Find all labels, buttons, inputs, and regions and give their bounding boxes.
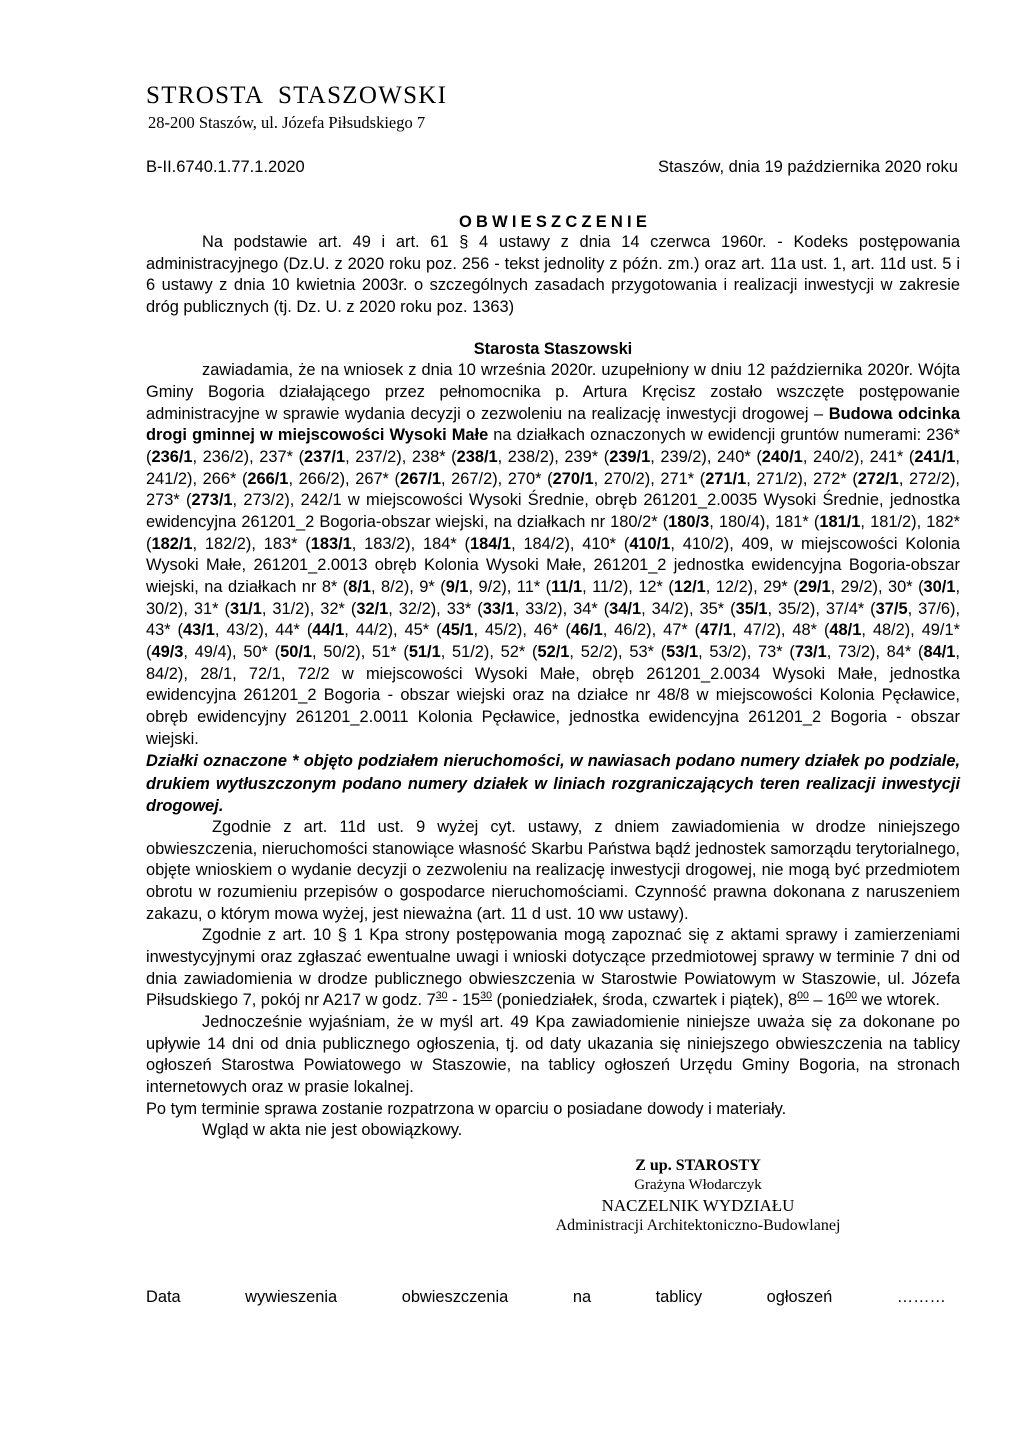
parcel-number-bold: 47/1 — [700, 621, 733, 640]
hour-tuesday-from: 8 — [788, 991, 798, 1010]
parcel-number-bold: 43/1 — [183, 621, 215, 640]
hour-tuesday-from-minutes: 00 — [797, 989, 809, 1002]
parcel-number-bold: 53/1 — [666, 642, 699, 661]
paragraph-after-deadline: Po tym terminie sprawa zostanie rozpatrzona w oparciu o posiadane dowody i materiały. — [146, 1099, 787, 1118]
hour-from-minutes: 30 — [435, 989, 448, 1002]
hour-tuesday-dash: – — [808, 991, 828, 1010]
parcel-number-bold: 271/1 — [705, 469, 747, 488]
parcel-number-bold: 9/1 — [445, 577, 469, 596]
office-name: STROSTA STASZOWSKI — [146, 82, 448, 109]
letterhead — [146, 82, 960, 133]
parcel-number-bold: 84/1 — [923, 642, 956, 661]
parcel-number-bold: 49/3 — [151, 642, 184, 661]
parcel-number-bold: 241/1 — [914, 448, 956, 467]
parcel-number-bold: 29/1 — [798, 577, 831, 596]
footer-word-2: wywieszenia — [245, 1288, 338, 1306]
hour-tuesday-to-minutes: 00 — [845, 989, 857, 1002]
footer-word-1: Data — [146, 1288, 181, 1306]
parcel-number-bold: 11/1 — [551, 577, 583, 596]
parcel-number-bold: 236/1 — [151, 448, 193, 467]
parcel-number-bold: 273/1 — [191, 491, 233, 510]
parcel-number-bold: 35/1 — [735, 599, 768, 618]
hour-from: 7 — [426, 991, 436, 1010]
parcel-number-bold: 270/1 — [552, 469, 594, 488]
notice-intro-text-1: zawiadamia, że na wniosek z dnia 10 września 2020r. uzupełniony w dniu 12 października 2020r. Wójta Gminy Bogoria działającego przez pełnomocnika p. Artura Kręcisz zostało wszczęte postępowanie administracyjne w sprawie wydania decyzji o zezwoleniu na realizację inwestycji drogowej – — [146, 361, 960, 423]
inspection-text-1: Zgodnie z art. 10 § 1 Kpa strony postępowania mogą zapoznać się z aktami sprawy i zamierzeniami inwestycyjnymi oraz zgłaszać ewentualne uwagi i wnioski dotyczące przedmiotowej sprawy w terminie 7 dni od dnia zawiadomienia w drodze publicznego obwieszczenia w Starostwie Powiatowym w Staszowie, ul. Józefa Piłsudskiego 7, pokój nr A217 w godz. — [146, 926, 960, 1010]
parcel-number-bold: 34/1 — [609, 599, 642, 618]
parcel-number-bold: 184/1 — [470, 534, 512, 553]
reference-row — [146, 158, 960, 177]
parcel-number-bold: 31/1 — [229, 599, 262, 618]
document-title: OBWIESZCZENIE — [458, 213, 652, 232]
document-page — [146, 0, 960, 1448]
parcel-number-bold: 52/1 — [537, 642, 570, 661]
paragraph-legal-basis: Na podstawie art. 49 i art. 61 § 4 ustawy z dnia 14 czerwca 1960r. - Kodeks postępowania administracyjnego (Dz.U. z 2020 roku poz. 256 - tekst jednolity z późn. zm.) oraz art. 11a ust. 1, art. 11d ust. 5 i 6 ustawy z dnia 10 kwietnia 2003r. o szczególnych zasadach przygotowania i realizacji inwestycji w zakresie dróg publicznych (tj. Dz. U. z 2020 roku poz. 1363) — [146, 233, 960, 317]
signature-person-name: Grażyna Włodarczyk — [634, 1177, 762, 1193]
hour-to: 15 — [462, 991, 481, 1010]
footer-word-5: tablicy — [655, 1288, 703, 1306]
parcel-number-bold: 182/1 — [151, 534, 193, 553]
footer-word-3: obwieszczenia — [401, 1288, 509, 1306]
parcel-number-bold: 44/1 — [312, 621, 345, 640]
hour-tuesday-to: 16 — [827, 991, 846, 1010]
place-and-date: Staszów, dnia 19 października 2020 roku — [658, 158, 958, 177]
parcel-number-bold: 239/1 — [609, 448, 651, 467]
footer-dots: ……… — [896, 1288, 946, 1306]
investment-name: Budowa odcinka drogi gminnej w miejscowości Wysoki Małe — [146, 404, 960, 445]
parcel-number-bold: 37/5 — [875, 599, 908, 618]
reference-number: B-II.6740.1.77.1.2020 — [146, 158, 305, 177]
authority-heading: Starosta Staszowski — [473, 339, 633, 358]
parcel-number-bold: 238/1 — [456, 448, 498, 467]
parcel-number-bold: 272/1 — [857, 469, 899, 488]
parcel-number-bold: 266/1 — [247, 469, 289, 488]
parcel-number-bold: 46/1 — [570, 621, 603, 640]
paragraph-notice-intro — [146, 360, 960, 750]
footer-word-4: na — [572, 1288, 592, 1306]
parcel-number-bold: 32/1 — [356, 599, 389, 618]
inspection-text-2: (poniedziałek, środa, czwartek i piątek), — [491, 991, 789, 1010]
signature-department: Administracji Architektoniczno-Budowlanej — [555, 1217, 841, 1234]
parcel-number-bold: 267/1 — [400, 469, 442, 488]
signature-on-behalf: Z up. STAROSTY — [635, 1157, 761, 1174]
paragraph-asterisk-note: Działki oznaczone * objęto podziałem nieruchomości, w nawiasach podano numery działek po podziale, drukiem wytłuszczonym podano numery działek w liniach rozgraniczających teren realizacji inwestycji drogowej. — [146, 752, 960, 815]
parcels-list: 236* (236/1, 236/2), 237* (237/1, 237/2), 238* (238/1, 238/2), 239* (239/1, 239/2), 240* (240/1, 240/2), 241* (241/1, 241/2), 266* (266/1, 266/2), 267* (267/1, 267/2), 270* (270/1, 270/2), 271* (271/1, 271/2), 272* (272/1, 272/2), 273* (273/1, 273/2), 242/1 w miejscowości Wysoki Średnie, obręb 261201_2.0035 Wysoki Średnie, jednostka ewidencyjna 261201_2 Bogoria-obszar wiejski, na działkach nr 180/2* (180/3, 180/4), 181* (181/1, 181/2), 182* (182/1, 182/2), 183* (183/1, 183/2), 184* (184/1, 184/2), 410* (410/1, 410/2), 409, w miejscowości Kolonia Wysoki Małe, 261201_2.0013 obręb Kolonia Wysoki Małe, 261201_2 jednostka ewidencyjna Bogoria-obszar wiejski, na działkach nr 8* (8/1, 8/2), 9* (9/1, 9/2), 11* (11/1, 11/2), 12* (12/1, 12/2), 29* (29/1, 29/2), 30* (30/1, 30/2), 31* (31/1, 31/2), 32* (32/1, 32/2), 33* (33/1, 33/2), 34* (34/1, 34/2), 35* (35/1, 35/2), 37/4* (37/5, 37/6), 43* (43/1, 43/2), 44* (44/1, 44/2), 45* (45/1, 45/2), 46* (46/1, 46/2), 47* (47/1, 47/2), 48* (48/1, 48/2), 49/1* (49/3, 49/4), 50* (50/1, 50/2), 51* (51/1, 51/2), 52* (52/1, 52/2), 53* (53/1, 53/2), 73* (73/1, 73/2), 84* (84/1, 84/2), 28/1, 72/1, 72/2 w miejscowości Wysoki Małe, obręb 261201_2.0034 Wysoki Małe, jednostka ewidencyjna 261201_2 Bogoria - obszar wiejski oraz na działce nr 48/8 w miejscowości Kolonia Pęcławice, obręb ewidencyjny 261201_2.0011 Kolonia Pęcławice, jednostka ewidencyjna 261201_2 Bogoria - obszar wiejski. — [146, 426, 961, 748]
paragraph-delivery: Jednocześnie wyjaśniam, że w myśl art. 49 Kpa zawiadomienie niniejsze uważa się za dokonane po upływie 14 dni od dnia publicznego ogłoszenia, tj. od daty ukazania się niniejszego obwieszczenia na tablicy ogłoszeń Starostwa Powiatowego w Staszowie, na tablicy ogłoszeń Urzędu Gminy Bogoria, na stronach internetowych oraz w prasie lokalnej. — [146, 1013, 960, 1097]
parcel-number-bold: 183/1 — [310, 534, 352, 553]
parcel-number-bold: 180/3 — [668, 513, 710, 531]
footer-word-6: ogłoszeń — [766, 1288, 833, 1306]
hour-dash: - — [447, 991, 463, 1010]
paragraph-restriction: Zgodnie z art. 11d ust. 9 wyżej cyt. ustawy, z dniem zawiadomienia w drodze niniejszego obwieszczenia, nieruchomości stanowiące własność Skarbu Państwa bądź jednostek samorządu terytorialnego, objęte wnioskiem o wydanie decyzji o zezwoleniu na realizację inwestycji drogowej, nie mogą być przedmiotem obrotu w rozumieniu przepisów o gospodarce nieruchomościami. Czynność prawna dokonana z naruszeniem zakazu, o którym mowa wyżej, jest nieważna (art. 11 d ust. 10 ww ustawy). — [146, 818, 960, 923]
parcel-number-bold: 50/1 — [280, 642, 313, 661]
parcel-number-bold: 410/1 — [629, 534, 671, 553]
inspection-text-3: we wtorek. — [857, 991, 940, 1010]
parcel-number-bold: 33/1 — [482, 599, 515, 618]
parcel-number-bold: 237/1 — [304, 448, 346, 467]
office-address: 28-200 Staszów, ul. Józefa Piłsudskiego 7 — [148, 112, 426, 132]
hour-to-minutes: 30 — [480, 989, 492, 1002]
posting-date-line — [146, 1288, 946, 1307]
parcel-number-bold: 240/1 — [761, 448, 803, 467]
paragraph-inspection — [146, 925, 960, 1012]
parcel-number-bold: 181/1 — [819, 513, 861, 531]
parcel-number-bold: 51/1 — [408, 642, 441, 661]
parcel-number-bold: 48/1 — [829, 621, 862, 640]
parcel-number-bold: 45/1 — [441, 621, 474, 640]
parcel-number-bold: 73/1 — [794, 642, 827, 661]
parcel-number-bold: 30/1 — [923, 577, 956, 596]
parcel-number-bold: 8/1 — [348, 577, 372, 596]
paragraph-optional-inspection: Wgląd w akta nie jest obowiązkowy. — [202, 1121, 463, 1140]
parcel-number-bold: 12/1 — [673, 577, 706, 596]
signature-position: NACZELNIK WYDZIAŁU — [601, 1195, 795, 1215]
signature-block — [146, 1156, 960, 1236]
notice-intro-text-2: na działkach oznaczonych w ewidencji gruntów numerami: — [488, 426, 927, 445]
